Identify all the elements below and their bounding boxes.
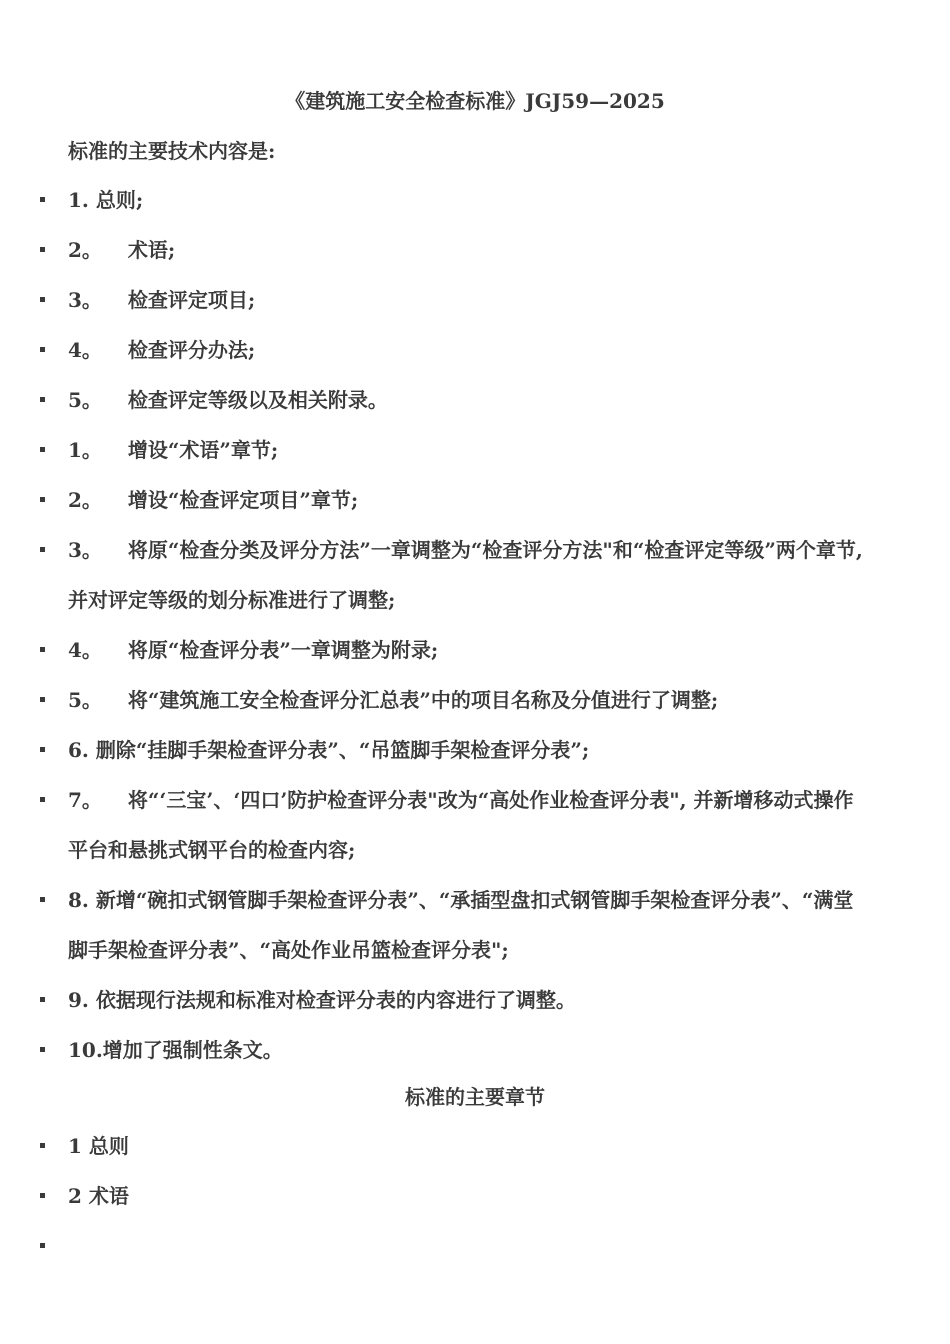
chapter-item bbox=[0, 1121, 950, 1171]
list-item bbox=[0, 875, 950, 975]
list-item-number: 2。 bbox=[68, 488, 102, 512]
list-item bbox=[0, 175, 950, 225]
technical-content-list bbox=[0, 175, 950, 1075]
list-item-number: 3。 bbox=[68, 288, 102, 312]
list-item-text: 增设“检查评定项目”章节; bbox=[127, 488, 359, 512]
list-item-number: 10. bbox=[68, 1038, 103, 1062]
list-item-text: 新增“碗扣式钢管脚手架检查评分表”、“承插型盘扣式钢管脚手架检查评分表”、“满堂脚手架检查评分表”、“高处作业吊篮检查评分表"; bbox=[68, 888, 854, 962]
list-item bbox=[0, 325, 950, 375]
chapters-list bbox=[0, 1121, 950, 1271]
chapter-item-text: 2 术语 bbox=[68, 1184, 129, 1208]
list-item bbox=[0, 525, 950, 625]
list-item-number: 6. bbox=[68, 738, 89, 762]
list-item-number: 5。 bbox=[68, 388, 102, 412]
chapter-item-text: 1 总则 bbox=[68, 1134, 129, 1158]
list-item bbox=[0, 675, 950, 725]
list-item-text: 增设“术语”章节; bbox=[127, 438, 279, 462]
list-item-number: 9. bbox=[68, 988, 89, 1012]
list-item-text: 将“建筑施工安全检查评分汇总表”中的项目名称及分值进行了调整; bbox=[127, 688, 719, 712]
chapters-heading: 标准的主要章节 bbox=[405, 1085, 545, 1109]
list-item-number: 1。 bbox=[68, 438, 102, 462]
list-item-number: 1. bbox=[68, 188, 89, 212]
list-item bbox=[0, 725, 950, 775]
list-item-text: 删除“挂脚手架检查评分表”、“吊篮脚手架检查评分表”; bbox=[88, 738, 590, 762]
intro-text: 标准的主要技术内容是: bbox=[68, 139, 276, 163]
list-item bbox=[0, 275, 950, 325]
list-item-number: 3。 bbox=[68, 538, 102, 562]
list-item-number: 5。 bbox=[68, 688, 102, 712]
list-item-text: 检查评定项目; bbox=[127, 288, 256, 312]
document-title: 《建筑施工安全检查标准》JGJ59—2025 bbox=[285, 89, 665, 113]
list-item-text: 将“‘三宝’、‘四口’防护检查评分表"改为“高处作业检查评分表", 并新增移动式操作平台和悬挑式钢平台的检查内容; bbox=[68, 788, 854, 862]
list-item bbox=[0, 625, 950, 675]
list-item-number: 4。 bbox=[68, 638, 102, 662]
chapter-item bbox=[0, 1221, 950, 1271]
list-item bbox=[0, 975, 950, 1025]
list-item-text: 将原“检查分类及评分方法”一章调整为“检查评分方法"和“检查评定等级”两个章节, 并对评定等级的划分标准进行了调整; bbox=[68, 538, 863, 612]
list-item-number: 7。 bbox=[68, 788, 102, 812]
list-item-number: 4。 bbox=[68, 338, 102, 362]
list-item-text: 检查评定等级以及相关附录。 bbox=[127, 388, 388, 412]
list-item-text: 依据现行法规和标准对检查评分表的内容进行了调整。 bbox=[88, 988, 576, 1012]
list-item bbox=[0, 225, 950, 275]
list-item-text: 将原“检查评分表”一章调整为附录; bbox=[127, 638, 439, 662]
list-item-number: 8. bbox=[68, 888, 89, 912]
list-item-text: 增加了强制性条文。 bbox=[102, 1038, 283, 1062]
list-item bbox=[0, 775, 950, 875]
chapter-item bbox=[0, 1171, 950, 1221]
list-item bbox=[0, 425, 950, 475]
list-item bbox=[0, 475, 950, 525]
list-item-text: 术语; bbox=[127, 238, 176, 262]
list-item-text: 总则; bbox=[88, 188, 144, 212]
list-item-text: 检查评分办法; bbox=[127, 338, 256, 362]
list-item-number: 2。 bbox=[68, 238, 102, 262]
list-item bbox=[0, 375, 950, 425]
list-item bbox=[0, 1025, 950, 1075]
